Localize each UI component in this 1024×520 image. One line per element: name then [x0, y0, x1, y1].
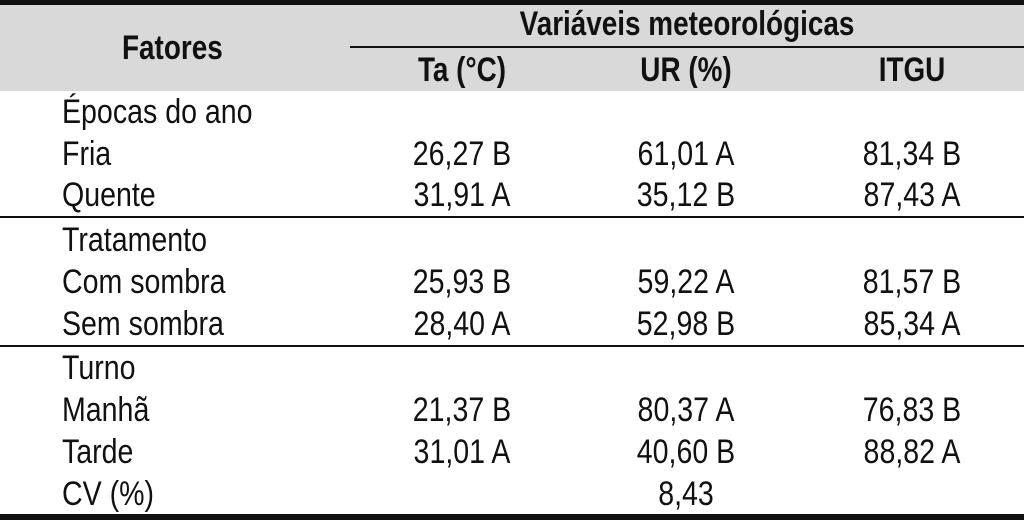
column-header-ta: Ta (°C)	[417, 51, 507, 89]
cell-ta: 31,91 A	[413, 176, 511, 214]
cell-ur: 52,98 B	[636, 305, 736, 343]
group-divider	[0, 216, 1024, 218]
cell-ur: 40,60 B	[636, 433, 736, 471]
row-label: Fria	[62, 135, 112, 173]
cell-ta: 28,40 A	[413, 305, 511, 343]
header-factors: Fatores	[122, 29, 223, 67]
cell-ur: 80,37 A	[637, 391, 735, 429]
group-title-epocas: Épocas do ano	[62, 93, 253, 131]
row-label: Tarde	[62, 433, 134, 471]
cell-ta: 31,01 A	[413, 433, 511, 471]
cv-value: 8,43	[658, 475, 714, 513]
group-title-turno: Turno	[62, 349, 136, 387]
cell-itgu: 76,83 B	[862, 391, 962, 429]
cell-ta: 21,37 B	[412, 391, 512, 429]
cell-itgu: 81,57 B	[862, 263, 962, 301]
cv-label: CV (%)	[62, 475, 155, 513]
bottom-rule	[0, 514, 1024, 520]
row-label: Com sombra	[62, 263, 226, 301]
group-divider	[0, 345, 1024, 347]
row-label: Manhã	[62, 391, 150, 429]
group-title-tratamento: Tratamento	[62, 221, 207, 259]
cell-itgu: 85,34 A	[863, 305, 961, 343]
cell-itgu: 81,34 B	[862, 135, 962, 173]
cell-ta: 25,93 B	[412, 263, 512, 301]
cell-itgu: 87,43 A	[863, 176, 961, 214]
cell-ur: 61,01 A	[637, 135, 735, 173]
header-variables-group: Variáveis meteorológicas	[519, 5, 855, 43]
row-label: Quente	[62, 176, 156, 214]
header-divider	[350, 46, 1024, 48]
cell-ur: 35,12 B	[636, 176, 736, 214]
cell-ta: 26,27 B	[412, 135, 512, 173]
row-label: Sem sombra	[62, 305, 224, 343]
column-header-itgu: ITGU	[878, 51, 946, 89]
cell-ur: 59,22 A	[637, 263, 735, 301]
cell-itgu: 88,82 A	[863, 433, 961, 471]
column-header-ur: UR (%)	[640, 51, 732, 89]
